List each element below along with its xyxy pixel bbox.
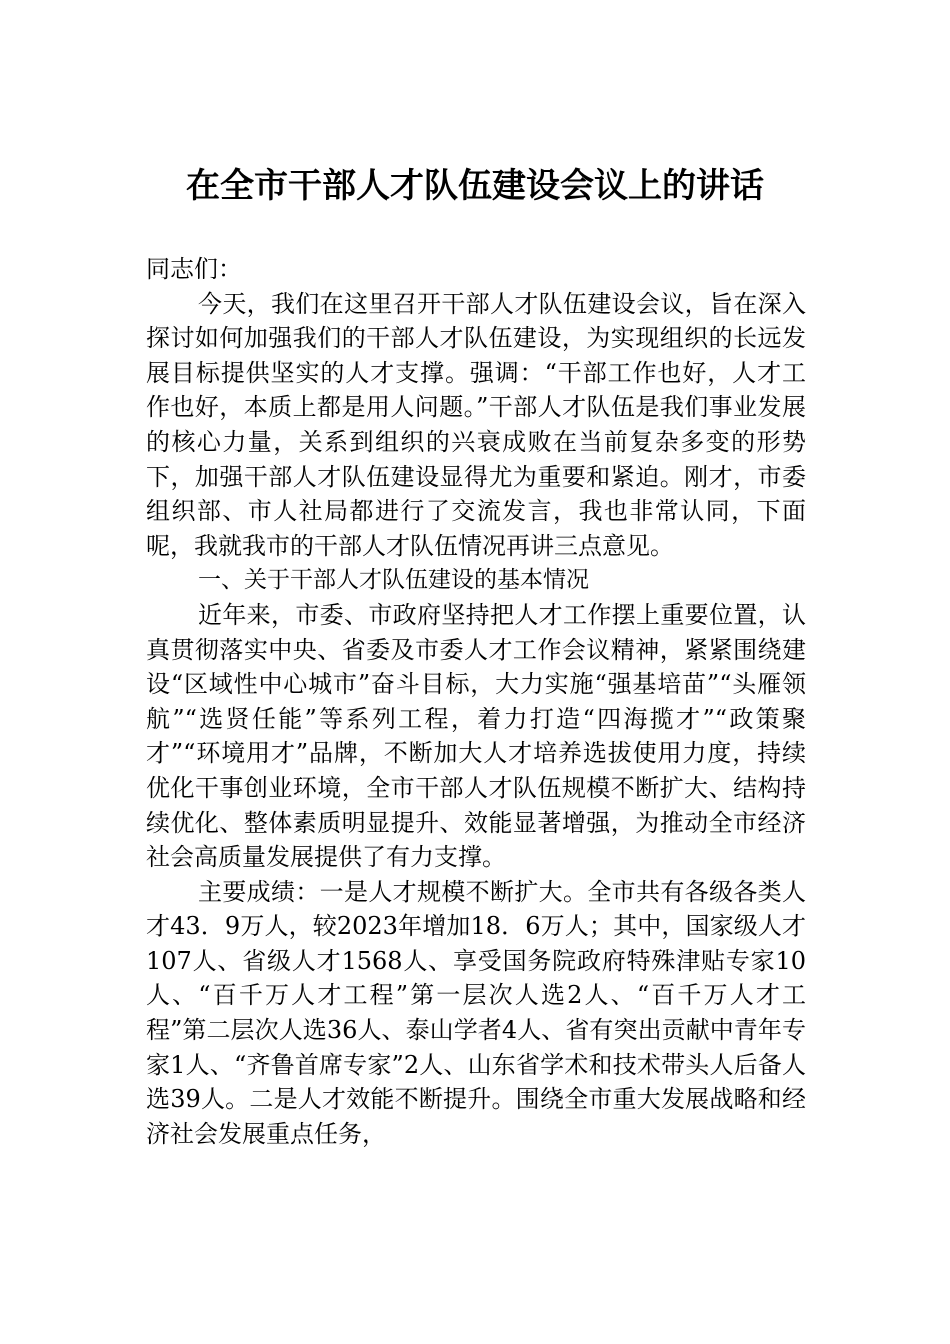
intro-paragraph: 今天，我们在这里召开干部人才队伍建设会议，旨在深入探讨如何加强我们的干部人才队伍建设，为实现组织的长远发展目标提供坚实的人才支撑。强调：“干部工作也好，人才工作也好，本质上都是用人问题。”干部人才队伍是我们事业发展的核心力量，关系到组织的兴衰成败在当前复杂多变的形势下，加强干部人才队伍建设显得尤为重要和紧迫。刚才，市委组织部、市人社局都进行了交流发言，我也非常认同，下面呢，我就我市的干部人才队伍情况再讲三点意见。: [146, 289, 806, 560]
salutation: 同志们：: [146, 255, 242, 283]
section-heading: 一、关于干部人才队伍建设的基本情况: [198, 567, 589, 594]
section-paragraph: 近年来，市委、市政府坚持把人才工作摆上重要位置，认真贯彻落实中央、省委及市委人才工作会议精神，紧紧围绕建设“区域性中心城市”奋斗目标，大力实施“强基培苗”“头雁领航”“选贤任能”等系列工程，着力打造“四海揽才”“政策聚才”“环境用才”品牌，不断加大人才培养选拔使用力度，持续优化干事创业环境，全市干部人才队伍规模不断扩大、结构持续优化、整体素质明显提升、效能显著增强，为推动全市经济社会高质量发展提供了有力支撑。: [146, 600, 806, 872]
document-title: 在全市干部人才队伍建设会议上的讲话: [186, 166, 764, 206]
document-body: [146, 252, 806, 1151]
section-paragraph: 主要成绩：一是人才规模不断扩大。全市共有各级各类人才43．9万人，较2023年增加18．6万人；其中，国家级人才107人、省级人才1568人、享受国务院政府特殊津贴专家10人、“百千万人才工程”第一层次人选2人、“百千万人才工程”第二层次人选36人、泰山学者4人、省有突出贡献中青年专家1人、“齐鲁首席专家”2人、山东省学术和技术带头人后备人选39人。二是人才效能不断提升。围绕全市重大发展战略和经济社会发展重点任务，: [146, 877, 806, 1148]
